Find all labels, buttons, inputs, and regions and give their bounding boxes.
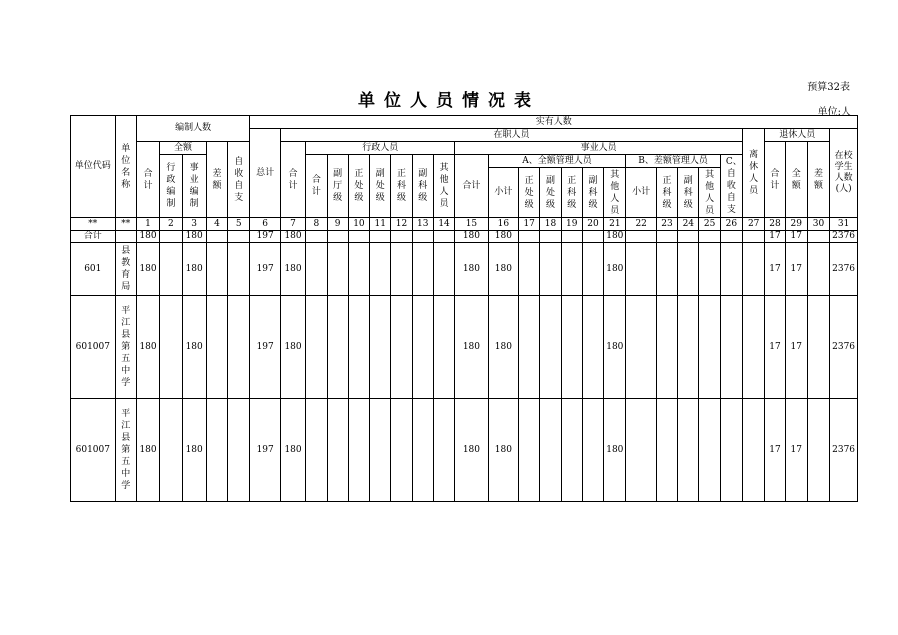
header-retired-staff: 退休人员 <box>765 129 830 142</box>
cell <box>206 296 227 399</box>
col-number: 7 <box>280 218 305 231</box>
cell <box>228 296 250 399</box>
header-grand-total: 总计 <box>250 129 280 218</box>
cell <box>626 231 656 243</box>
col-number: 20 <box>582 218 603 231</box>
header-unit-name: 单位名称 <box>115 116 136 218</box>
cell <box>807 231 829 243</box>
header-cat-a-deputy-division: 副处级 <box>540 168 561 218</box>
header-cat-a-subtotal: 小计 <box>488 168 518 218</box>
cell-code: 601 <box>71 243 116 296</box>
page-title: 单位人员情况表 <box>358 91 540 111</box>
cell <box>626 243 656 296</box>
cell <box>720 296 742 399</box>
cell <box>348 399 369 502</box>
cell <box>678 231 699 243</box>
cell <box>743 243 765 296</box>
cell: 180 <box>280 296 305 399</box>
cell <box>540 296 561 399</box>
cell-name <box>115 231 136 243</box>
col-number: 9 <box>327 218 348 231</box>
cell <box>160 243 182 296</box>
cell-name: 平江县第五中学 <box>115 399 136 502</box>
cell: 197 <box>250 399 280 502</box>
cell <box>327 399 348 502</box>
cell: 180 <box>280 231 305 243</box>
cell <box>412 399 433 502</box>
cell <box>540 231 561 243</box>
cell <box>626 296 656 399</box>
cell <box>656 243 677 296</box>
header-staffing-total: 合计 <box>136 142 159 218</box>
cell <box>370 231 391 243</box>
cell: 2376 <box>830 243 858 296</box>
cell <box>519 399 540 502</box>
header-cat-a-other: 其他人员 <box>604 168 626 218</box>
cell <box>433 399 454 502</box>
cell <box>160 231 182 243</box>
header-retired-diff: 差额 <box>807 142 829 218</box>
header-diff-amount: 差额 <box>206 142 227 218</box>
header-admin-deputy-bureau: 副厅级 <box>327 155 348 218</box>
cell <box>540 243 561 296</box>
cell: 17 <box>785 243 807 296</box>
cell: 180 <box>182 399 206 502</box>
cell: 180 <box>455 231 488 243</box>
cell: 180 <box>488 296 518 399</box>
cell <box>391 296 412 399</box>
cell <box>540 399 561 502</box>
header-full-amount: 全额 <box>160 142 207 155</box>
cell: 180 <box>604 231 626 243</box>
header-in-service-total: 合计 <box>280 142 305 218</box>
cell: 180 <box>455 243 488 296</box>
cell <box>391 231 412 243</box>
col-number: 22 <box>626 218 656 231</box>
cell: 17 <box>785 231 807 243</box>
cell <box>348 243 369 296</box>
cell <box>720 231 742 243</box>
cell-name: 平江县第五中学 <box>115 296 136 399</box>
header-students: 在校学生人数(人) <box>830 129 858 218</box>
col-number: 11 <box>370 218 391 231</box>
header-cat-a-division: 正处级 <box>519 168 540 218</box>
col-number: 24 <box>678 218 699 231</box>
cell <box>348 231 369 243</box>
header-admin-deputy-section: 副科级 <box>412 155 433 218</box>
cell <box>519 296 540 399</box>
column-number-row <box>71 218 858 231</box>
cell: 180 <box>280 399 305 502</box>
cell <box>519 231 540 243</box>
header-in-service: 在职人员 <box>280 129 742 142</box>
cell-code: 601007 <box>71 296 116 399</box>
cell <box>370 243 391 296</box>
unit-label: 单位:人 <box>817 107 851 118</box>
col-number: 3 <box>182 218 206 231</box>
form-code: 预算32表 <box>807 82 850 93</box>
cell <box>743 296 765 399</box>
cell: 180 <box>136 243 159 296</box>
cell <box>412 296 433 399</box>
col-number: 21 <box>604 218 626 231</box>
cell: 17 <box>765 243 785 296</box>
col-number: 27 <box>743 218 765 231</box>
header-staffing-count: 编制人数 <box>136 116 250 142</box>
cell <box>582 231 603 243</box>
cell <box>656 399 677 502</box>
col-number: 14 <box>433 218 454 231</box>
cell: 180 <box>455 399 488 502</box>
col-number: 4 <box>206 218 227 231</box>
cell-name: 县教育局 <box>115 243 136 296</box>
col-number: 25 <box>699 218 720 231</box>
header-self-funded: 自收自支 <box>228 142 250 218</box>
cell <box>370 399 391 502</box>
cell <box>206 231 227 243</box>
cell: 180 <box>604 243 626 296</box>
col-number: 30 <box>807 218 829 231</box>
header-admin-total: 合计 <box>306 155 327 218</box>
cell <box>433 243 454 296</box>
cell <box>678 296 699 399</box>
header-admin-section: 正科级 <box>391 155 412 218</box>
cell <box>327 296 348 399</box>
col-number: 10 <box>348 218 369 231</box>
cell <box>433 296 454 399</box>
cell: 180 <box>488 399 518 502</box>
cell-code: 合计 <box>71 231 116 243</box>
cell <box>412 231 433 243</box>
header-admin-staffing: 行政编制 <box>160 155 182 218</box>
cell <box>391 399 412 502</box>
cell: 17 <box>765 231 785 243</box>
cell: 197 <box>250 296 280 399</box>
cell: 180 <box>455 296 488 399</box>
cell <box>699 296 720 399</box>
cell-code: 601007 <box>71 399 116 502</box>
cell <box>370 296 391 399</box>
cell <box>720 399 742 502</box>
cell: 180 <box>488 243 518 296</box>
cell <box>582 243 603 296</box>
cell <box>391 243 412 296</box>
cell: 180 <box>136 296 159 399</box>
cell <box>720 243 742 296</box>
col-number: 2 <box>160 218 182 231</box>
header-actual-count: 实有人数 <box>250 116 858 129</box>
header-career-total: 合计 <box>455 155 488 218</box>
col-number: 5 <box>228 218 250 231</box>
col-number: 15 <box>455 218 488 231</box>
cell <box>656 296 677 399</box>
cell: 180 <box>136 399 159 502</box>
cell <box>582 296 603 399</box>
cell <box>327 243 348 296</box>
header-retired-total: 合计 <box>765 142 785 218</box>
cell <box>306 399 327 502</box>
col-number: 16 <box>488 218 518 231</box>
cell <box>433 231 454 243</box>
cell: 180 <box>280 243 305 296</box>
cell: 180 <box>182 296 206 399</box>
cell <box>206 399 227 502</box>
cell: 17 <box>765 399 785 502</box>
col-number: ** <box>115 218 136 231</box>
cell <box>561 243 582 296</box>
col-number: 31 <box>830 218 858 231</box>
header-cat-b-subtotal: 小计 <box>626 168 656 218</box>
cell <box>807 296 829 399</box>
cell: 2376 <box>830 296 858 399</box>
cell <box>626 399 656 502</box>
col-number: 19 <box>561 218 582 231</box>
cell: 17 <box>785 296 807 399</box>
header-cat-c: C、自收自支 <box>720 155 742 218</box>
col-number: 26 <box>720 218 742 231</box>
header-cat-b-section: 正科级 <box>656 168 677 218</box>
cell <box>160 296 182 399</box>
table-row <box>71 296 858 399</box>
cell <box>206 243 227 296</box>
col-number: 13 <box>412 218 433 231</box>
cell <box>519 243 540 296</box>
header-admin-division: 正处级 <box>348 155 369 218</box>
cell: 180 <box>488 231 518 243</box>
table-row <box>71 399 858 502</box>
header-retired-cadre: 离休人员 <box>743 129 765 218</box>
header-career-staffing: 事业编制 <box>182 155 206 218</box>
cell <box>561 296 582 399</box>
cell <box>807 243 829 296</box>
header-cat-a-deputy-section: 副科级 <box>582 168 603 218</box>
cell <box>678 399 699 502</box>
table-row-total <box>71 231 858 243</box>
cell <box>743 231 765 243</box>
cell <box>228 243 250 296</box>
cell <box>327 231 348 243</box>
cell: 197 <box>250 243 280 296</box>
cell <box>160 399 182 502</box>
col-number: 1 <box>136 218 159 231</box>
cell <box>561 231 582 243</box>
cell <box>306 231 327 243</box>
cell <box>699 399 720 502</box>
cell <box>582 399 603 502</box>
cell <box>656 231 677 243</box>
cell <box>348 296 369 399</box>
cell <box>743 399 765 502</box>
header-career-staff: 事业人员 <box>455 142 743 155</box>
col-number: 23 <box>656 218 677 231</box>
col-number: 17 <box>519 218 540 231</box>
header-unit-code: 单位代码 <box>71 116 116 218</box>
col-number: 12 <box>391 218 412 231</box>
cell <box>412 243 433 296</box>
cell <box>699 243 720 296</box>
cell <box>699 231 720 243</box>
cell: 2376 <box>830 231 858 243</box>
cell: 180 <box>604 296 626 399</box>
header-retired-full: 全额 <box>785 142 807 218</box>
header-cat-b: B、差额管理人员 <box>626 155 720 168</box>
cell: 180 <box>136 231 159 243</box>
cell <box>306 296 327 399</box>
col-number: 29 <box>785 218 807 231</box>
cell <box>561 399 582 502</box>
header-admin-deputy-division: 副处级 <box>370 155 391 218</box>
col-number: 6 <box>250 218 280 231</box>
cell <box>678 243 699 296</box>
header-cat-b-other: 其他人员 <box>699 168 720 218</box>
cell <box>306 243 327 296</box>
cell <box>228 399 250 502</box>
header-admin-other: 其他人员 <box>433 155 454 218</box>
cell: 17 <box>785 399 807 502</box>
header-cat-b-deputy-section: 副科级 <box>678 168 699 218</box>
header-cat-a-section: 正科级 <box>561 168 582 218</box>
personnel-table <box>70 115 858 502</box>
col-number: 8 <box>306 218 327 231</box>
header-admin-staff: 行政人员 <box>306 142 455 155</box>
col-number: 28 <box>765 218 785 231</box>
cell: 180 <box>182 243 206 296</box>
cell <box>228 231 250 243</box>
col-number: ** <box>71 218 116 231</box>
cell <box>807 399 829 502</box>
header-cat-a: A、全额管理人员 <box>488 155 626 168</box>
cell: 197 <box>250 231 280 243</box>
cell: 180 <box>182 231 206 243</box>
table-row <box>71 243 858 296</box>
col-number: 18 <box>540 218 561 231</box>
cell: 2376 <box>830 399 858 502</box>
cell: 180 <box>604 399 626 502</box>
cell: 17 <box>765 296 785 399</box>
